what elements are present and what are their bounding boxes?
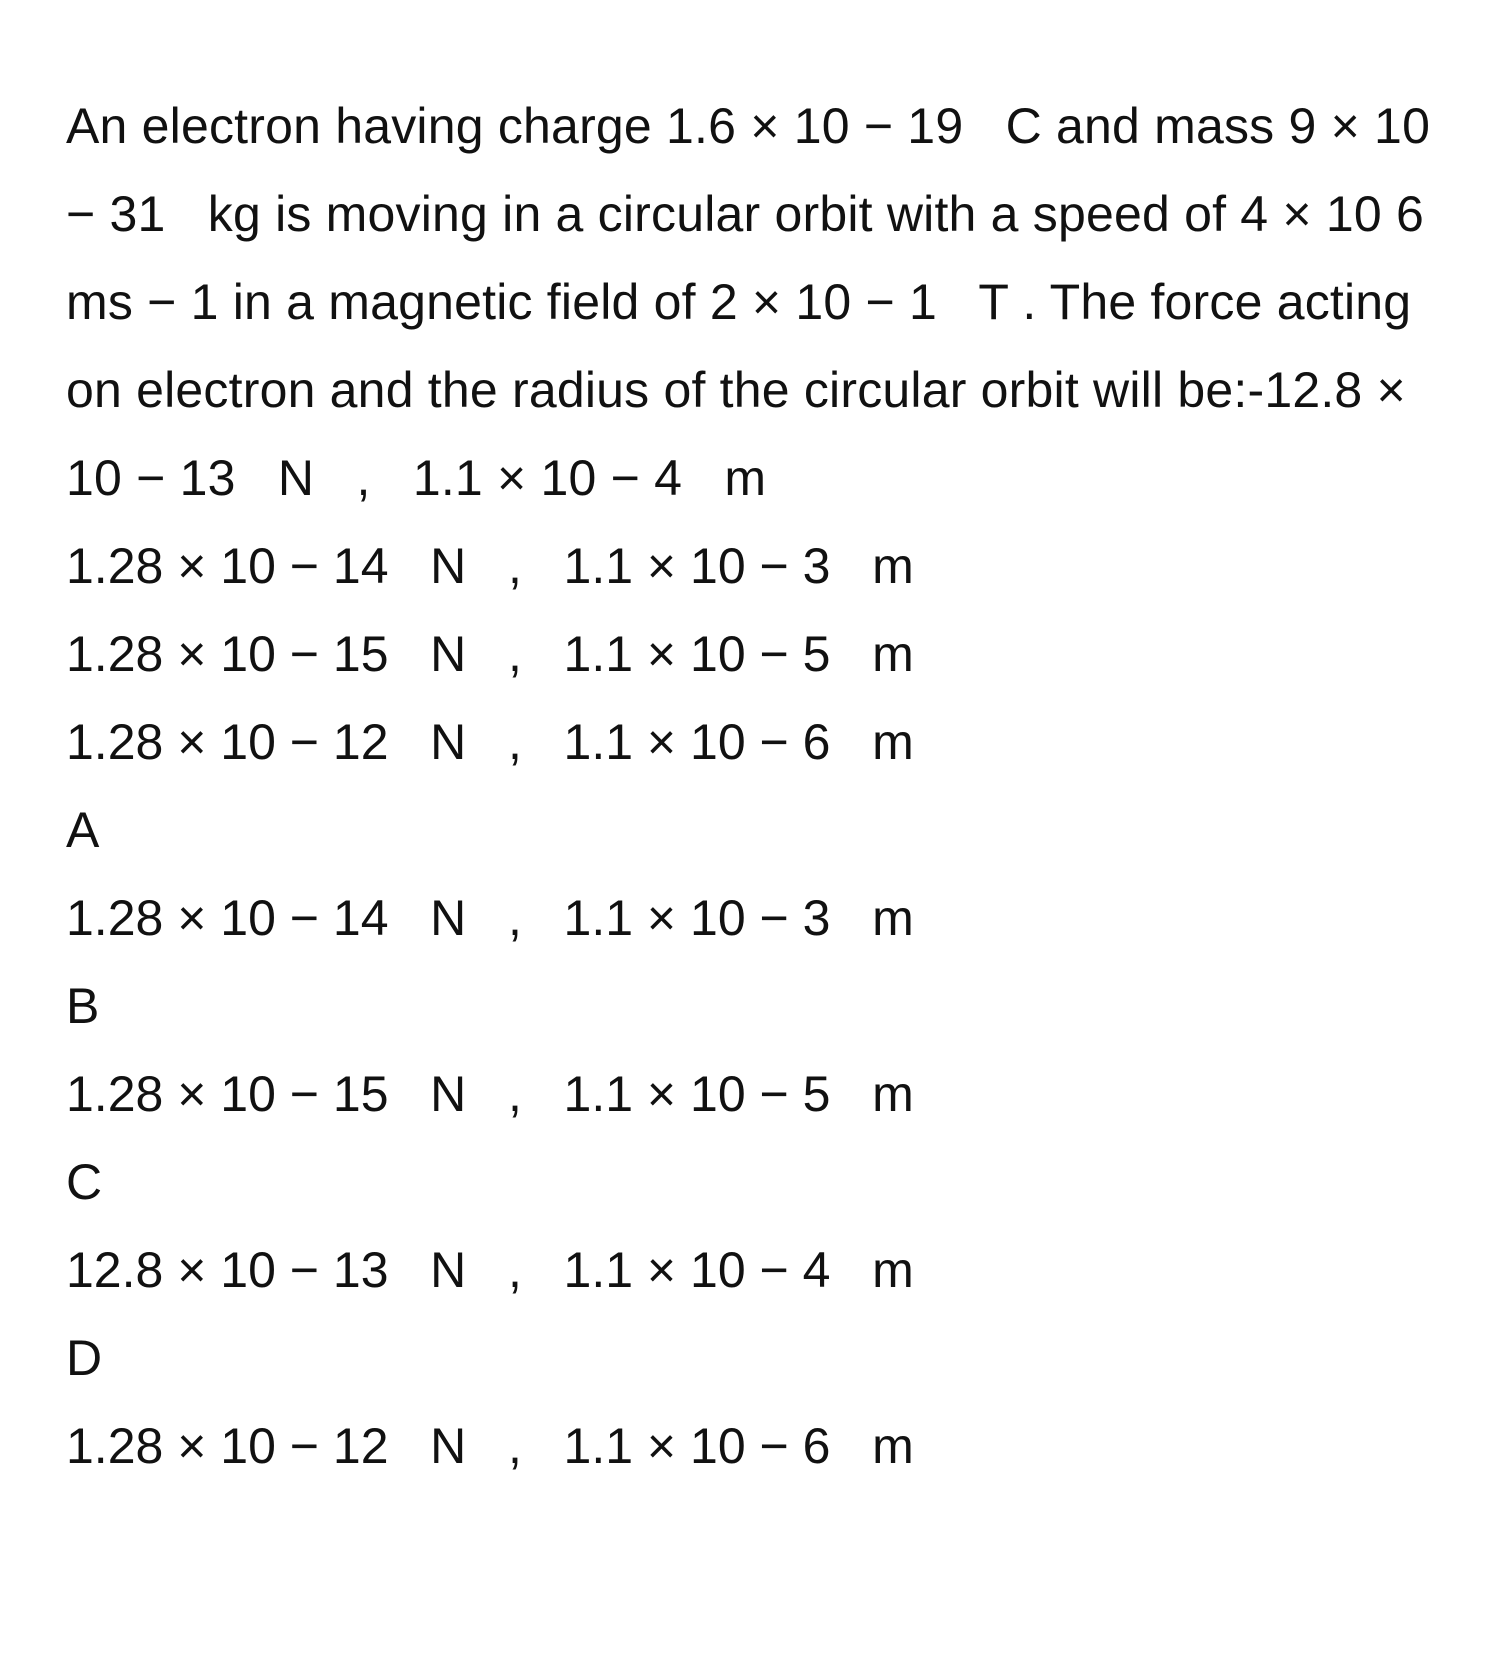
option-a-letter: A [66,802,100,858]
inline-option-3: 1.28 × 10 − 12 N , 1.1 × 10 − 6 m [66,714,914,770]
inline-option-2: 1.28 × 10 − 15 N , 1.1 × 10 − 5 m [66,626,914,682]
question-page [66,82,1467,1490]
option-c-letter: C [66,1154,103,1210]
option-b-letter: B [66,978,100,1034]
option-d-text[interactable]: 1.28 × 10 − 12 N , 1.1 × 10 − 6 m [66,1418,914,1474]
question-text: An electron having charge 1.6 × 10 − 19 C and mass 9 × 10 − 31 kg is moving in a circular orbit with a speed of 4 × 10 6 ms − 1 in a magnetic field of 2 × 10 − 1 T . The force acting on electron and the radius of the circular orbit will be:-12.8 × 10 − 13 N , 1.1 × 10 − 4 m [66,98,1467,506]
inline-option-1: 1.28 × 10 − 14 N , 1.1 × 10 − 3 m [66,538,914,594]
option-a-text[interactable]: 1.28 × 10 − 14 N , 1.1 × 10 − 3 m [66,890,914,946]
option-d-letter: D [66,1330,103,1386]
option-c-text[interactable]: 12.8 × 10 − 13 N , 1.1 × 10 − 4 m [66,1242,914,1298]
option-b-text[interactable]: 1.28 × 10 − 15 N , 1.1 × 10 − 5 m [66,1066,914,1122]
